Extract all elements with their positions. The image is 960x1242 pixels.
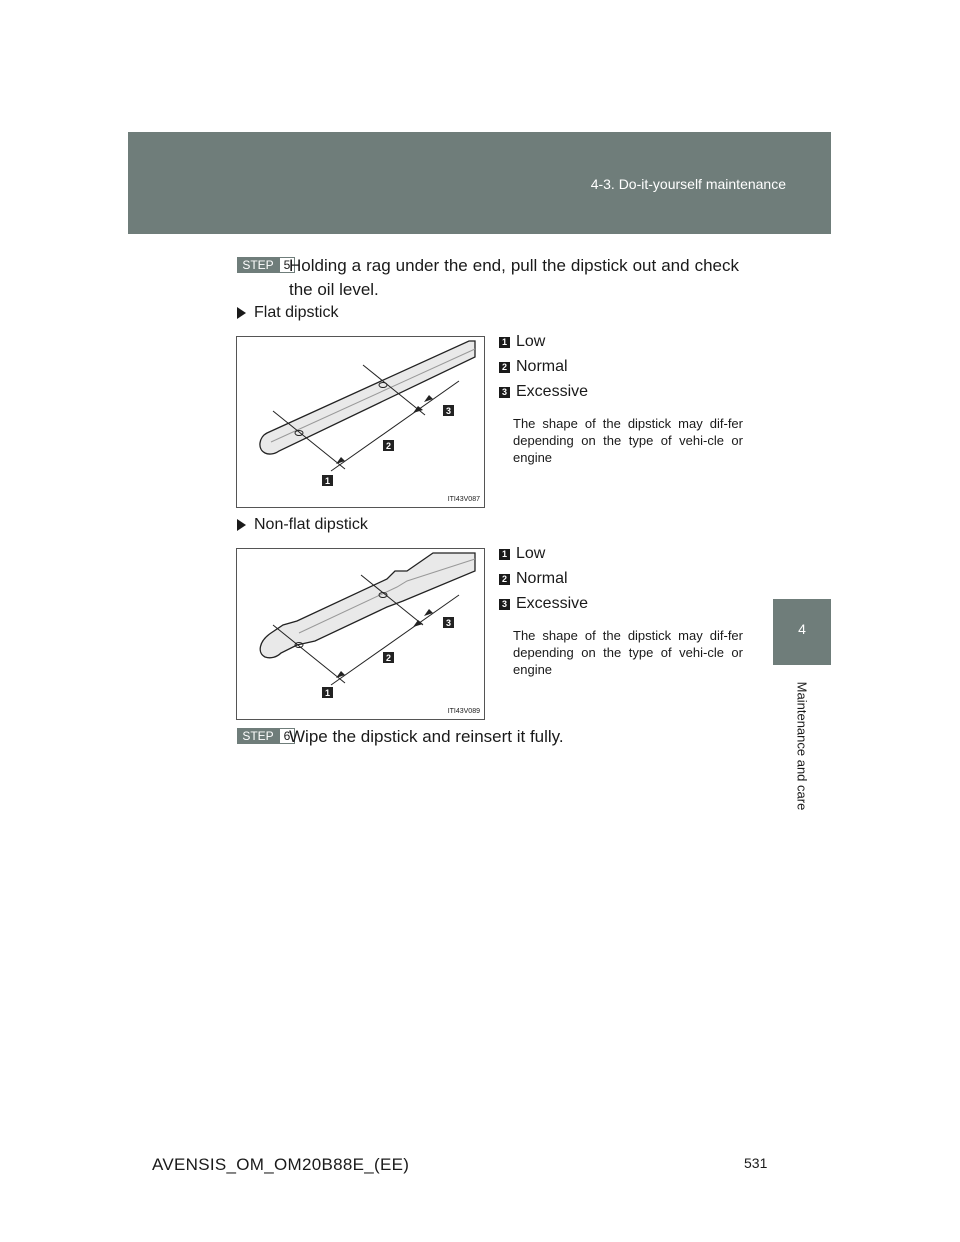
flat-note: The shape of the dipstick may dif-fer depending on the type of vehi-cle or engine	[513, 416, 743, 465]
nonflat-legend-low	[499, 545, 545, 563]
nonflat-legend-excessive	[499, 595, 588, 613]
step-6-text: Wipe the dipstick and reinsert it fully.	[289, 727, 564, 746]
number-3-icon: 3	[499, 387, 510, 398]
figure-code: ITI43V089	[447, 708, 480, 715]
figure-code: ITI43V087	[447, 496, 480, 503]
section-title: 4-3. Do-it-yourself maintenance	[590, 176, 786, 192]
step-word: STEP	[237, 728, 279, 744]
nonflat-dipstick-figure	[236, 548, 485, 720]
flat-legend-excessive	[499, 383, 588, 401]
chapter-tab	[773, 599, 831, 665]
legend-label: Excessive	[516, 595, 589, 612]
chapter-number: 4	[798, 621, 806, 637]
svg-text:1: 1	[324, 688, 331, 698]
svg-text:2: 2	[385, 653, 392, 663]
nonflat-dipstick-title: Non-flat dipstick	[254, 516, 368, 533]
document-code: AVENSIS_OM_OM20B88E_(EE)	[152, 1155, 410, 1174]
number-2-icon: 2	[499, 574, 510, 585]
number-1-icon: 1	[499, 549, 510, 560]
step-number: 5	[279, 257, 295, 273]
svg-text:3: 3	[445, 618, 452, 628]
flat-dipstick-title: Flat dipstick	[254, 304, 339, 321]
flat-legend-normal	[499, 358, 568, 376]
step-6-badge	[237, 728, 295, 744]
triangle-bullet-icon	[237, 519, 246, 531]
step-5-badge	[237, 257, 295, 273]
flat-dipstick-figure	[236, 336, 485, 508]
number-3-icon: 3	[499, 599, 510, 610]
chapter-label-text: Maintenance and care	[794, 681, 810, 810]
flat-legend-low	[499, 333, 545, 351]
step-word: STEP	[237, 257, 279, 273]
nonflat-dipstick-heading	[237, 516, 368, 534]
chapter-label	[773, 678, 831, 813]
legend-label: Excessive	[516, 383, 589, 400]
step-5-text: Holding a rag under the end, pull the dipstick out and check the oil level.	[289, 256, 739, 299]
legend-label: Low	[516, 545, 546, 562]
flat-dipstick-heading	[237, 304, 338, 322]
legend-label: Low	[516, 333, 546, 350]
number-1-icon: 1	[499, 337, 510, 348]
step-number: 6	[279, 728, 295, 744]
header-band	[128, 132, 831, 234]
page-number: 531	[744, 1155, 768, 1171]
nonflat-note: The shape of the dipstick may dif-fer depending on the type of vehi-cle or engine	[513, 628, 743, 677]
nonflat-legend-normal	[499, 570, 568, 588]
svg-text:2: 2	[385, 441, 392, 451]
number-2-icon: 2	[499, 362, 510, 373]
triangle-bullet-icon	[237, 307, 246, 319]
legend-label: Normal	[516, 358, 568, 375]
legend-label: Normal	[516, 570, 568, 587]
svg-text:3: 3	[445, 406, 452, 416]
svg-text:1: 1	[324, 476, 331, 486]
